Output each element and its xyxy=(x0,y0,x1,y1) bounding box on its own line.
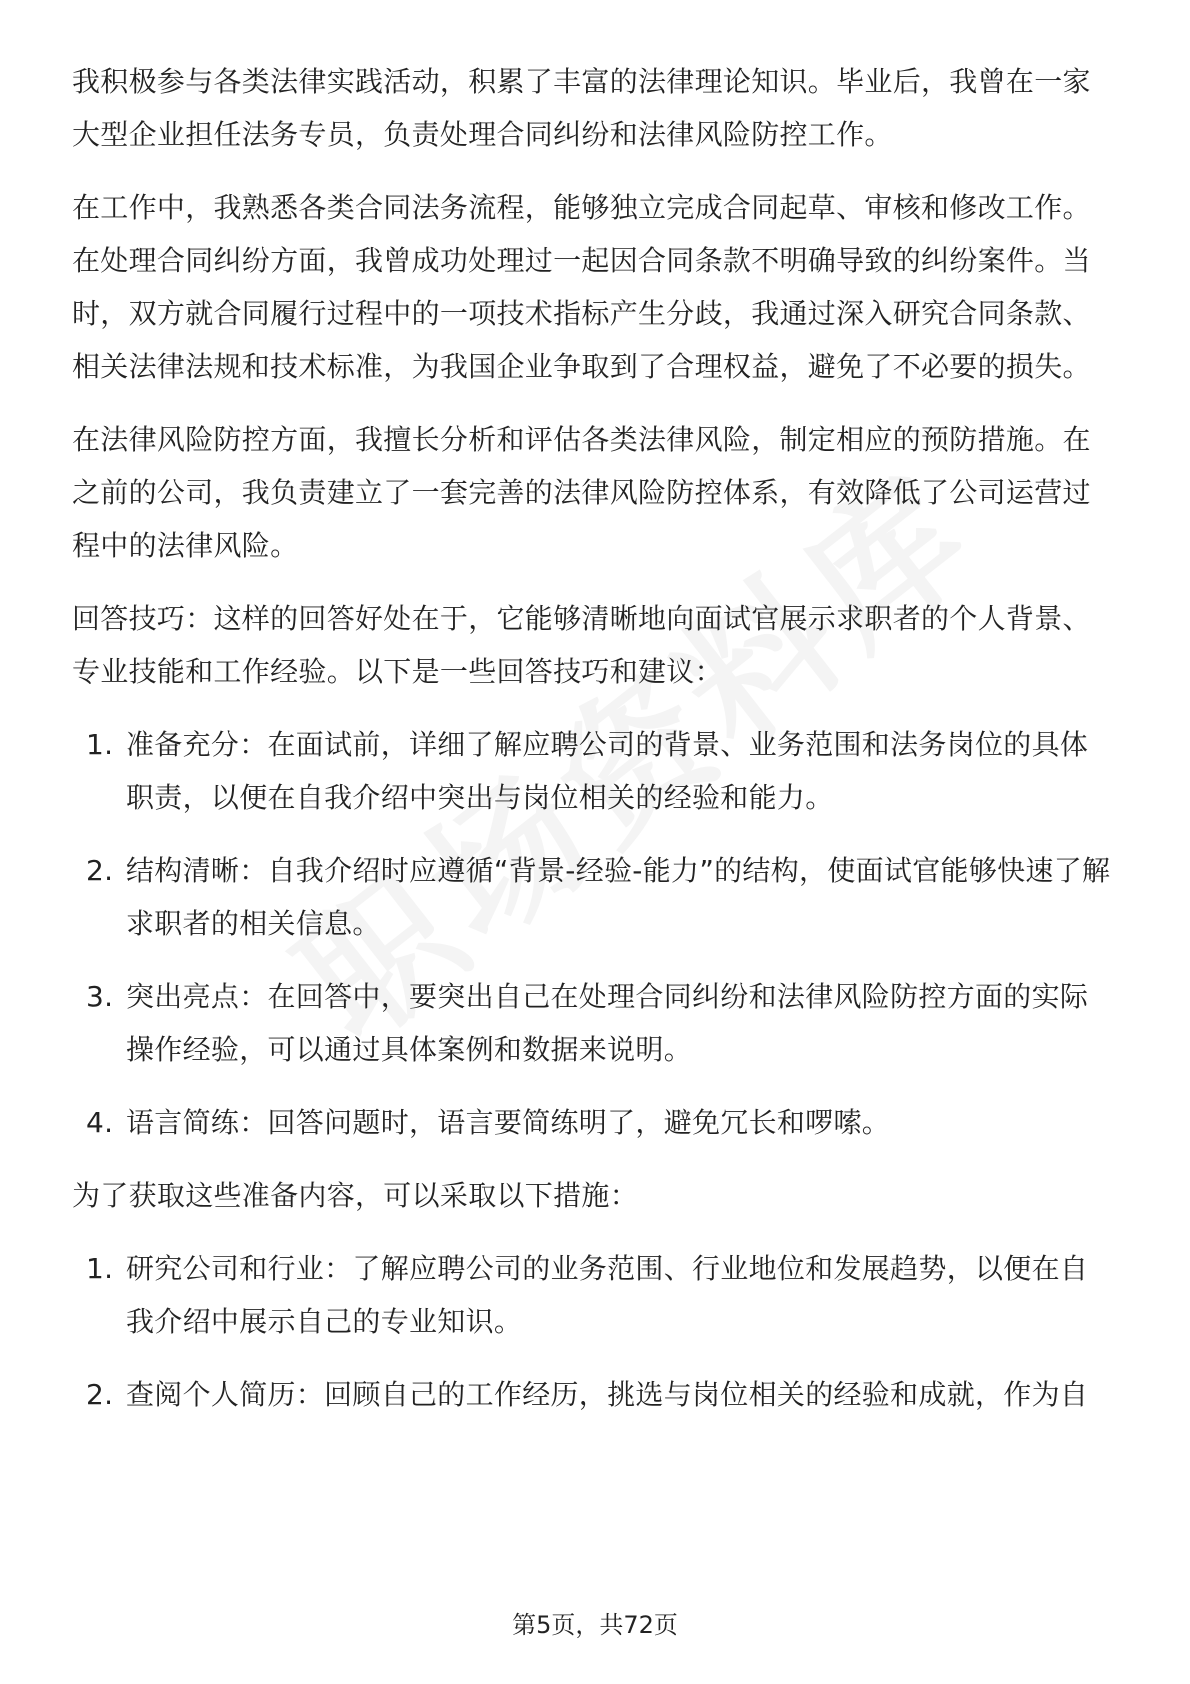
list-item xyxy=(72,1242,1112,1348)
list-item-text: 准备充分：在面试前，详细了解应聘公司的背景、业务范围和法务岗位的具体职责，以便在自我介绍中突出与岗位相关的经验和能力。 xyxy=(126,728,1089,814)
list-item xyxy=(72,718,1112,824)
measures-list xyxy=(72,1242,1112,1421)
paragraph-answer-tips: 回答技巧：这样的回答好处在于，它能够清晰地向面试官展示求职者的个人背景、专业技能和工作经验。以下是一些回答技巧和建议： xyxy=(72,602,1091,688)
list-item-text: 研究公司和行业：了解应聘公司的业务范围、行业地位和发展趋势，以便在自我介绍中展示自己的专业知识。 xyxy=(126,1252,1089,1338)
paragraph-work: 在工作中，我熟悉各类合同法务流程，能够独立完成合同起草、审核和修改工作。在处理合同纠纷方面，我曾成功处理过一起因合同条款不明确导致的纠纷案件。当时，双方就合同履行过程中的一项技术指标产生分歧，我通过深入研究合同条款、相关法律法规和技术标准，为我国企业争取到了合理权益，避免了不必要的损失。 xyxy=(72,191,1091,383)
paragraph-measures-intro: 为了获取这些准备内容，可以采取以下措施： xyxy=(72,1179,639,1212)
list-item-text: 语言简练：回答问题时，语言要简练明了，避免冗长和啰嗦。 xyxy=(126,1106,891,1139)
list-number: 3. xyxy=(86,980,114,1013)
page-number: 第5页，共72页 xyxy=(512,1611,678,1639)
list-item-text: 查阅个人简历：回顾自己的工作经历，挑选与岗位相关的经验和成就，作为自 xyxy=(126,1378,1089,1411)
list-number: 2. xyxy=(86,1378,114,1411)
paragraph-experience: 我积极参与各类法律实践活动，积累了丰富的法律理论知识。毕业后，我曾在一家大型企业担任法务专员，负责处理合同纠纷和法律风险防控工作。 xyxy=(72,65,1091,151)
paragraph-risk-control: 在法律风险防控方面，我擅长分析和评估各类法律风险，制定相应的预防措施。在之前的公司，我负责建立了一套完善的法律风险防控体系，有效降低了公司运营过程中的法律风险。 xyxy=(72,423,1091,562)
list-item xyxy=(72,1096,1112,1149)
tips-list xyxy=(72,718,1112,1149)
document-body xyxy=(72,55,1112,1441)
list-item-text: 结构清晰：自我介绍时应遵循“背景-经验-能力”的结构，使面试官能够快速了解求职者的相关信息。 xyxy=(126,854,1111,940)
list-item xyxy=(72,1368,1112,1421)
list-number: 2. xyxy=(86,854,114,887)
list-item xyxy=(72,970,1112,1076)
list-item xyxy=(72,844,1112,950)
list-number: 1. xyxy=(86,1252,114,1285)
list-number: 1. xyxy=(86,728,114,761)
list-number: 4. xyxy=(86,1106,114,1139)
list-item-text: 突出亮点：在回答中，要突出自己在处理合同纠纷和法律风险防控方面的实际操作经验，可以通过具体案例和数据来说明。 xyxy=(126,980,1089,1066)
